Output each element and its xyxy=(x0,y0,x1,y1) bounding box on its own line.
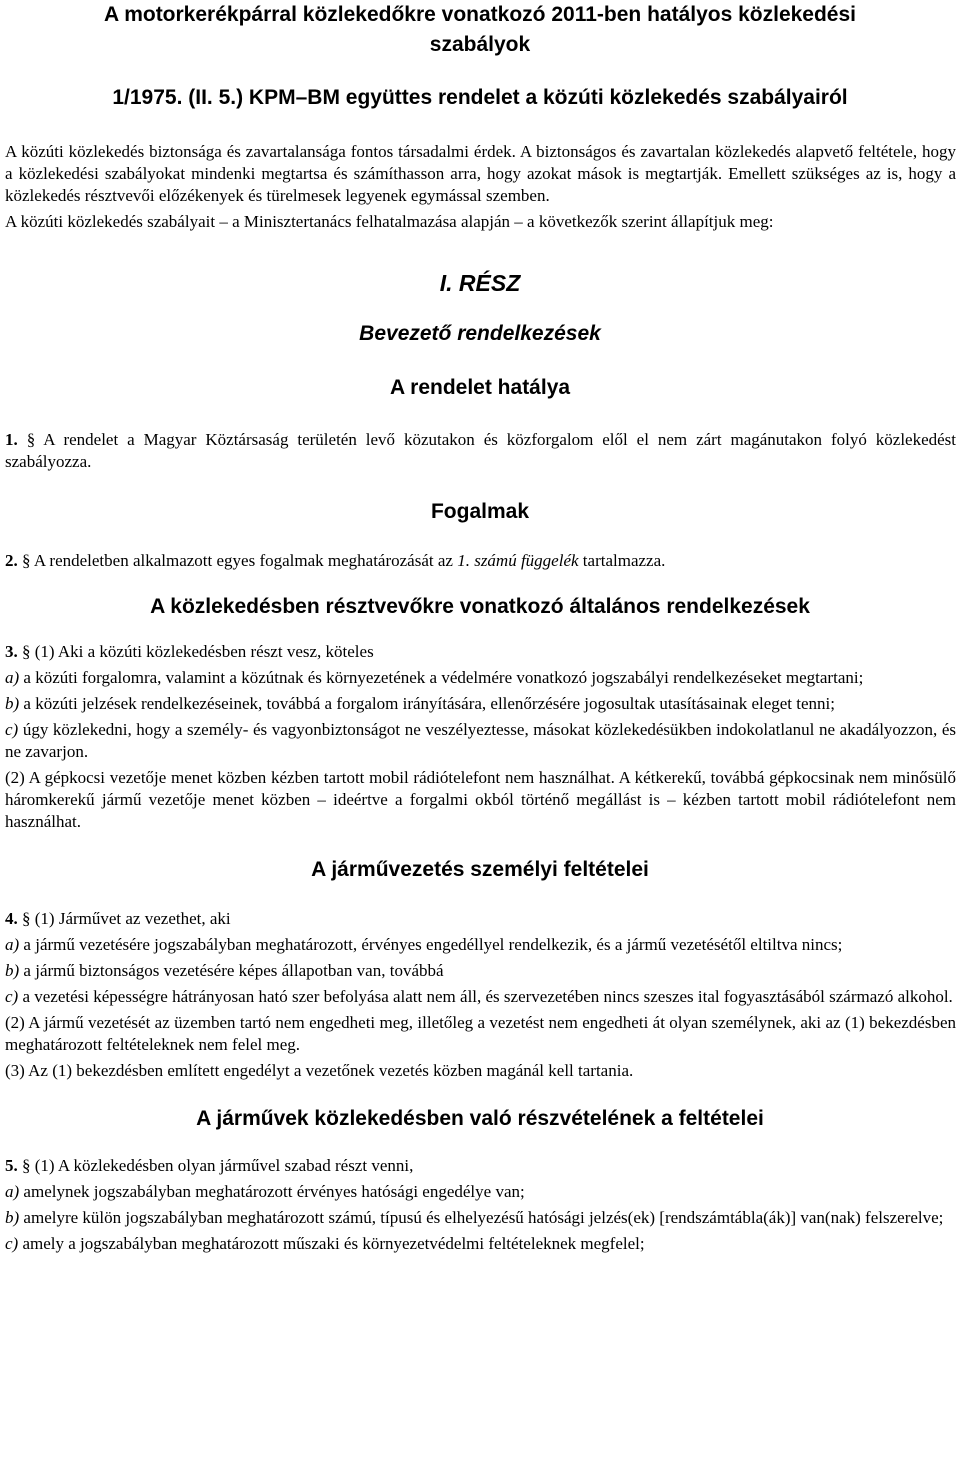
paragraph-text: A rendelet a Magyar Köztársaság területén levő közutakon és közforgalom elől el nem zárt magánutakon folyó közlekedést szabályozza. xyxy=(5,430,957,471)
decree-title: 1/1975. (II. 5.) KPM–BM együttes rendelet a közúti közlekedés szabályairól xyxy=(112,86,848,109)
paragraph-text: (1) Járművet az vezethet, aki xyxy=(34,909,231,928)
paragraph-3-point-c xyxy=(5,719,956,763)
point-text: a jármű vezetésére jogszabályban meghatározott, érvényes engedéllyel rendelkezik, és a jármű vezetésétől eltiltva nincs; xyxy=(23,935,843,954)
paragraph-3-point-b xyxy=(5,693,956,715)
section-sign-link[interactable]: § xyxy=(22,1156,31,1175)
point-label: a) xyxy=(5,668,20,687)
paragraph-5-lead xyxy=(5,1155,956,1177)
point-text: a közúti jelzések rendelkezéseinek, továbbá a forgalom irányítására, ellenőrzésére jogosultak utasításainak eleget tenni; xyxy=(23,694,835,713)
paragraph-1 xyxy=(5,429,956,473)
point-label: b) xyxy=(5,961,20,980)
point-label: c) xyxy=(5,987,19,1006)
section-heading-participants: A közlekedésben résztvevőkre vonatkozó általános rendelkezések xyxy=(150,595,810,618)
document-title-line2: szabályok xyxy=(429,33,531,56)
paragraph-4-point-c xyxy=(5,986,956,1008)
point-text: amelyre külön jogszabályban meghatározott számú, típusú és elhelyezésű hatósági jelzés(ek) [rendszámtábla(ák)] van(nak) felszerelve; xyxy=(23,1208,944,1227)
point-label: b) xyxy=(5,694,20,713)
point-text: a jármű biztonságos vezetésére képes állapotban van, továbbá xyxy=(23,961,444,980)
paragraph-2 xyxy=(5,550,956,572)
point-label: a) xyxy=(5,935,20,954)
section-heading-vehicle-conditions: A járművek közlekedésben való részvételének a feltételei xyxy=(196,1107,764,1130)
paragraph-5-point-a xyxy=(5,1181,956,1203)
paragraph-4-point-a xyxy=(5,934,956,956)
paragraph-number: 5. xyxy=(5,1156,18,1175)
point-text: amelynek jogszabályban meghatározott érvényes hatósági engedélye van; xyxy=(23,1182,525,1201)
paragraph-4-lead xyxy=(5,908,956,930)
section-heading-scope: A rendelet hatálya xyxy=(389,376,571,399)
paragraph-3-subsection-2: (2) A gépkocsi vezetője menet közben kézben tartott mobil rádiótelefont nem használhat. A kétkerekű, továbbá gépkocsinak nem minősülő háromkerekű jármű vezetője menet közben – ideértve a forgalmi okból történő megállást is – kézben tartott mobil rádiótelefont nem használhat. xyxy=(5,768,956,831)
section-sign-link[interactable]: § xyxy=(22,551,31,570)
paragraph-number: 1. xyxy=(5,430,18,449)
document-title-line1: A motorkerékpárral közlekedőkre vonatkozó 2011-ben hatályos közlekedési xyxy=(103,3,857,26)
paragraph-4-subsection-2: (2) A jármű vezetését az üzemben tartó nem engedheti meg, illetőleg a vezetést nem engedheti át olyan személynek, aki az (1) bekezdésben meghatározott feltételeknek nem felel meg. xyxy=(5,1013,956,1054)
point-text: a vezetési képességre hátrányosan ható szer befolyása alatt nem áll, és szervezetében nincs szeszes ital fogyasztásából származó alkohol. xyxy=(22,987,953,1006)
part-title: I. RÉSZ xyxy=(439,270,521,296)
point-text: a közúti forgalomra, valamint a közútnak és környezetének a védelmére vonatkozó jogszabályi rendelkezéseket megtartani; xyxy=(23,668,864,687)
paragraph-5-point-c xyxy=(5,1233,956,1255)
point-text: úgy közlekedni, hogy a személy- és vagyonbiztonságot ne veszélyeztesse, másokat közlekedésükben indokolatlanul ne akadályozzon, és ne zavarjon. xyxy=(5,720,957,761)
point-text: amely a jogszabályban meghatározott műszaki és környezetvédelmi feltételeknek megfelel; xyxy=(22,1234,645,1253)
paragraph-number: 4. xyxy=(5,909,18,928)
point-label: c) xyxy=(5,1234,19,1253)
intro-paragraph-2: A közúti közlekedés szabályait – a Minisztertanács felhatalmazása alapján – a következők szerint állapítjuk meg: xyxy=(5,212,774,231)
paragraph-text: (1) A közlekedésben olyan járművel szabad részt venni, xyxy=(34,1156,414,1175)
paragraph-text-end: tartalmazza. xyxy=(578,551,666,570)
section-heading-driver-conditions: A járművezetés személyi feltételei xyxy=(311,858,649,881)
point-label: c) xyxy=(5,720,19,739)
section-heading-definitions: Fogalmak xyxy=(430,500,530,523)
intro-paragraph-1: A közúti közlekedés biztonsága és zavartalansága fontos társadalmi érdek. A biztonságos és zavartalan közlekedés alapvető feltétele, hogy a közlekedési szabályokat mindenki megtartsa és számíthasson arra, hogy azokat mások is megtartják. Emellett szükséges az is, hogy a közlekedés résztvevői előzékenyek és türelmesek legyenek egymással szemben. xyxy=(5,142,956,205)
paragraph-text: (1) Aki a közúti közlekedésben részt vesz, köteles xyxy=(34,642,374,661)
appendix-reference: 1. számú függelék xyxy=(457,551,579,570)
section-sign-link[interactable]: § xyxy=(26,430,36,449)
part-subtitle: Bevezető rendelkezések xyxy=(359,322,601,345)
section-sign-link[interactable]: § xyxy=(22,909,31,928)
paragraph-5-point-b xyxy=(5,1207,956,1229)
point-label: b) xyxy=(5,1208,20,1227)
section-sign-link[interactable]: § xyxy=(22,642,31,661)
paragraph-number: 2. xyxy=(5,551,18,570)
paragraph-3-point-a xyxy=(5,667,956,689)
point-label: a) xyxy=(5,1182,20,1201)
paragraph-text: A rendeletben alkalmazott egyes fogalmak meghatározását az xyxy=(33,551,458,570)
paragraph-4-subsection-3: (3) Az (1) bekezdésben említett engedélyt a vezetőnek vezetés közben magánál kell tartania. xyxy=(5,1061,634,1080)
paragraph-4-point-b xyxy=(5,960,956,982)
paragraph-3-lead xyxy=(5,641,956,663)
document-title xyxy=(30,0,930,60)
paragraph-number: 3. xyxy=(5,642,18,661)
